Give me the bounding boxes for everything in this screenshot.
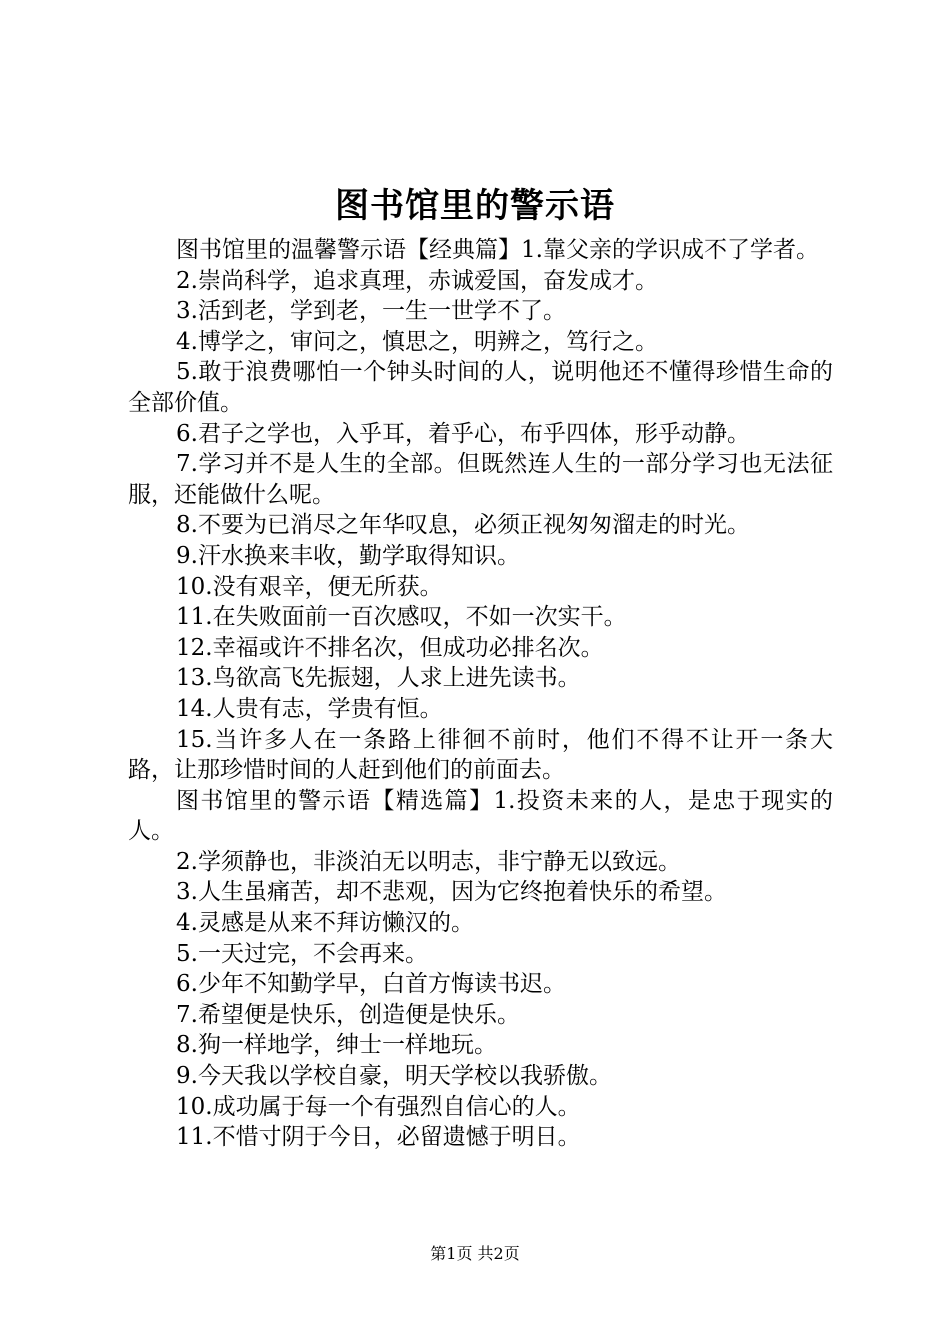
paragraph: 11.不惜寸阴于今日，必留遗憾于明日。 bbox=[176, 1124, 581, 1151]
paragraph: 14.人贵有志，学贵有恒。 bbox=[176, 695, 443, 722]
document-body bbox=[128, 235, 833, 1153]
paragraph: 6.少年不知勤学早，白首方悔读书迟。 bbox=[176, 971, 566, 998]
paragraph: 15.当许多人在一条路上徘徊不前时，他们不得不让开一条大路，让那珍惜时间的人赶到他们的前面去。 bbox=[128, 726, 833, 784]
paragraph: 10.成功属于每一个有强烈自信心的人。 bbox=[176, 1093, 581, 1120]
paragraph: 5.一天过完，不会再来。 bbox=[176, 940, 428, 967]
document-title: 图书馆里的警示语 bbox=[335, 186, 615, 226]
paragraph: 6.君子之学也，入乎耳，着乎心，布乎四体，形乎动静。 bbox=[176, 420, 750, 447]
paragraph: 13.鸟欲高飞先振翅，人求上进先读书。 bbox=[176, 665, 581, 692]
paragraph: 11.在失败面前一百次感叹，不如一次实干。 bbox=[176, 604, 627, 631]
paragraph: 5.敢于浪费哪怕一个钟头时间的人，说明他还不懂得珍惜生命的全部价值。 bbox=[128, 359, 833, 416]
paragraph: 8.狗一样地学，绅士一样地玩。 bbox=[176, 1032, 497, 1059]
paragraph: 9.今天我以学校自豪，明天学校以我骄傲。 bbox=[176, 1063, 612, 1090]
paragraph: 8.不要为已消尽之年华叹息，必须正视匆匆溜走的时光。 bbox=[176, 512, 750, 539]
paragraph: 2.学须静也，非淡泊无以明志，非宁静无以致远。 bbox=[176, 848, 681, 875]
paragraph: 2.崇尚科学，追求真理，赤诚爱国，奋发成才。 bbox=[176, 267, 658, 294]
paragraph: 7.学习并不是人生的全部。但既然连人生的一部分学习也无法征服，还能做什么呢。 bbox=[128, 451, 833, 508]
paragraph: 10.没有艰辛，便无所获。 bbox=[176, 573, 443, 600]
paragraph: 3.活到老，学到老，一生一世学不了。 bbox=[176, 298, 566, 325]
paragraph: 图书馆里的温馨警示语【经典篇】1.靠父亲的学识成不了学者。 bbox=[176, 237, 819, 263]
paragraph: 12.幸福或许不排名次，但成功必排名次。 bbox=[176, 634, 604, 661]
paragraph: 9.汗水换来丰收，勤学取得知识。 bbox=[176, 542, 520, 569]
paragraph: 7.希望便是快乐，创造便是快乐。 bbox=[176, 1001, 520, 1028]
paragraph: 3.人生虽痛苦，却不悲观，因为它终抱着快乐的希望。 bbox=[176, 879, 727, 906]
paragraph: 4.灵感是从来不拜访懒汉的。 bbox=[176, 910, 474, 937]
page-footer: 第1页 共2页 bbox=[430, 1244, 520, 1263]
paragraph: 4.博学之，审问之，慎思之，明辨之，笃行之。 bbox=[176, 328, 658, 355]
paragraph: 图书馆里的警示语【精选篇】1.投资未来的人，是忠于现实的人。 bbox=[128, 787, 833, 845]
